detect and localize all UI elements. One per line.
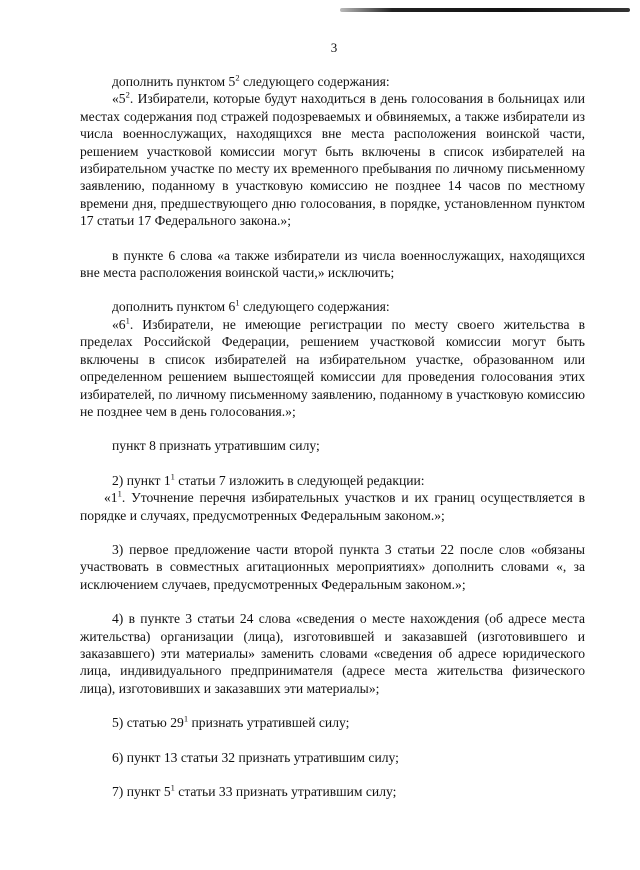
- paragraph: «$5^2$. Избиратели, которые будут находиться в день голосования в больницах или местах содержания под стражей подозреваемых и обвиняемых, а также избиратели из числа военнослужащих, находящихся вне места расположения воинской части, решением участковой комиссии могут быть включены в список избирателей на избирательном участке по месту их временного пребывания по личному письменному заявлению, поданному в участковую комиссию не позднее 14 часов по местному времени дня, предшествующего дню голосования, в порядке, установленном пунктом 17 статьи 17 Федерального закона.»;: [80, 89, 585, 229]
- paragraph: 3) первое предложение части второй пункта 3 статьи 22 после слов «обязаны участвовать в совместных агитационных мероприятиях» дополнить словами «, за исключением случаев, предусмотренных Федеральным законом.»;: [80, 541, 585, 592]
- paragraph: 7) пункт $5^1$ статьи 33 признать утратившим силу;: [112, 782, 397, 799]
- page-number: 3: [330, 40, 338, 55]
- paragraph: 2) пункт $1^1$ статьи 7 изложить в следующей редакции:: [112, 471, 425, 488]
- paragraph: 6) пункт 13 статьи 32 признать утратившим силу;: [112, 749, 399, 765]
- paragraph: «$1^1$. Уточнение перечня избирательных участков и их границ осуществляется в порядке и случаях, предусмотренных Федеральным законом.»;: [80, 488, 585, 523]
- paragraph: «$6^1$. Избиратели, не имеющие регистрации по месту своего жительства в пределах Российской Федерации, решением участковой комиссии могут быть включены в список избирателей на избирательном участке, образованном или определенном решением вышестоящей комиссии для проведения голосования этих избирателей, по личному письменному заявлению, поданному в участковую комиссию не позднее чем в день голосования.»;: [80, 315, 585, 419]
- paragraph: дополнить пунктом $6^1$ следующего содержания:: [112, 297, 390, 315]
- paragraph: 4) в пункте 3 статьи 24 слова «сведения о месте нахождения (об адресе места жительства) организации (лица), изготовившей и заказавшей (изготовившего и заказавшего) эти материалы» заменить словами «сведения об адресе юридического лица, индивидуального предпринимателя (адресе места жительства физического лица), изготовивших и заказавших эти материалы»;: [80, 611, 585, 696]
- paragraph: в пункте 6 слова «а также избиратели из числа военнослужащих, находящихся вне места расположения воинской части,» исключить;: [80, 247, 585, 281]
- paragraph: дополнить пунктом $5^2$ следующего содержания:: [112, 72, 390, 89]
- paragraph: пункт 8 признать утратившим силу;: [112, 438, 320, 454]
- document-body: [80, 73, 585, 800]
- paragraph: 5) статью $29^1$ признать утратившей силу;: [112, 713, 350, 731]
- scan-edge-mark: [340, 8, 630, 12]
